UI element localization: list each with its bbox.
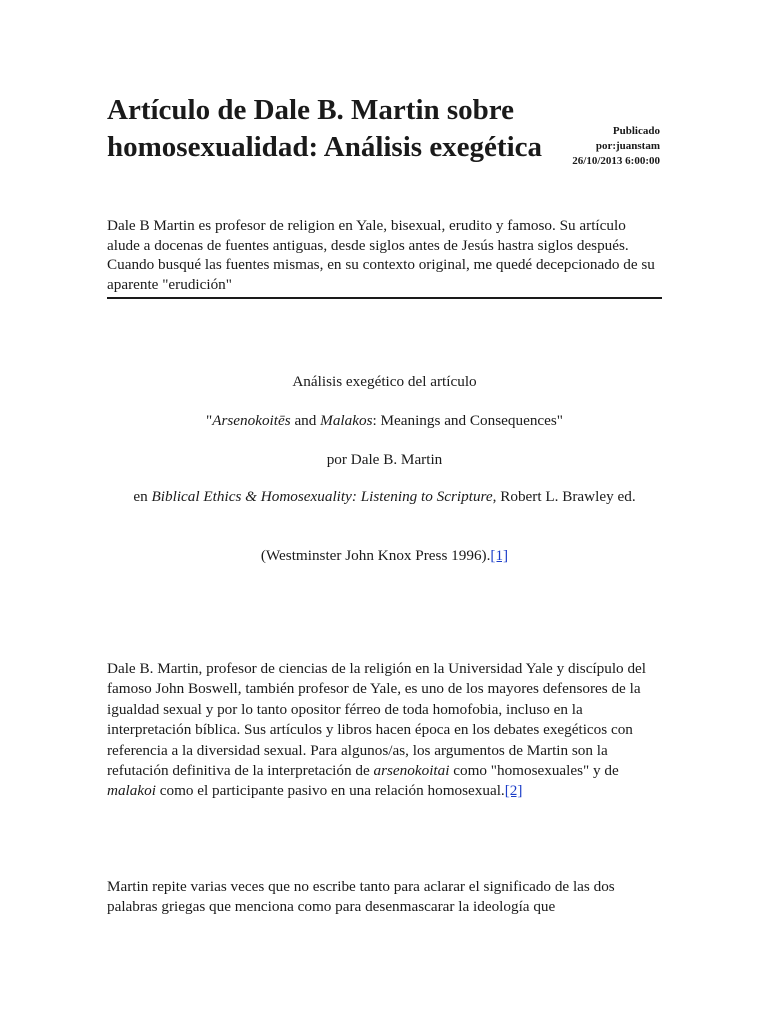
footnote-link-1[interactable]: [1] — [490, 547, 509, 564]
and-word: and — [290, 412, 321, 429]
greek-word-arsenokoitai: arsenokoitai — [373, 762, 450, 780]
p1-text-a: Dale B. Martin, profesor de ciencias de la religión en la Universidad Yale y discípulo del famoso John Boswell, también profesor de Yale, es uno de los mayores defensores de la igualdad sexual y por lo tanto opositor férreo de toda homofobia, incluso en la interpretación bíblica. Sus artículos y libros hacen época en los debates exegéticos con referencia a la diversidad sexual. Para algunos/as, los argumentos de Martin son la refutación definitiva de la interpretación de — [107, 660, 647, 780]
greek-word-malakoi: malakoi — [107, 782, 156, 800]
greek-word-arsenokoites: Arsenokoitēs — [212, 412, 291, 429]
published-label: Publicado — [612, 125, 660, 137]
author-name: por:juanstam — [595, 140, 660, 152]
book-title: Biblical Ethics & Homosexuality: Listening to Scripture — [151, 488, 493, 505]
citation-prefix: en — [133, 488, 152, 505]
article-title-line — [107, 411, 662, 431]
footnote-link-2[interactable]: [2] — [504, 782, 523, 800]
intro-paragraph: Dale B Martin es profesor de religion en Yale, bisexual, erudito y famoso. Su artículo alude a docenas de fuentes antiguas, desde siglos antes de Jesús hastra siglos después. Cuando busqué las fuentes mismas, en su contexto original, me quedé decepcionado de su aparente "erudición" — [107, 217, 655, 293]
greek-word-malakos: Malakos — [320, 412, 373, 429]
publish-date: 26/10/2013 6:00:00 — [572, 155, 660, 167]
quote-open: " — [205, 412, 213, 429]
analysis-heading: Análisis exegético del artículo — [292, 373, 477, 390]
p1-text-c: como el participante pasivo en una relación homosexual. — [155, 782, 505, 800]
author-line: por Dale B. Martin — [326, 451, 443, 468]
publisher-text: (Westminster John Knox Press 1996). — [260, 547, 491, 564]
book-citation — [107, 487, 662, 507]
title-rest: : Meanings and Consequences" — [372, 412, 564, 429]
body-paragraph-1 — [107, 659, 662, 802]
publisher-line — [107, 546, 662, 566]
publication-meta — [520, 124, 660, 169]
p1-text-b: como "homosexuales" y de — [449, 762, 619, 780]
citation-suffix: , Robert L. Brawley ed. — [492, 488, 636, 505]
section-divider — [107, 297, 662, 299]
body-paragraph-2: Martin repite varias veces que no escribe tanto para aclarar el significado de las dos palabras griegas que menciona como para desenmascarar la ideología que — [107, 878, 615, 916]
article-title: Artículo de Dale B. Martin sobre homosexualidad: Análisis exegética — [107, 94, 543, 163]
